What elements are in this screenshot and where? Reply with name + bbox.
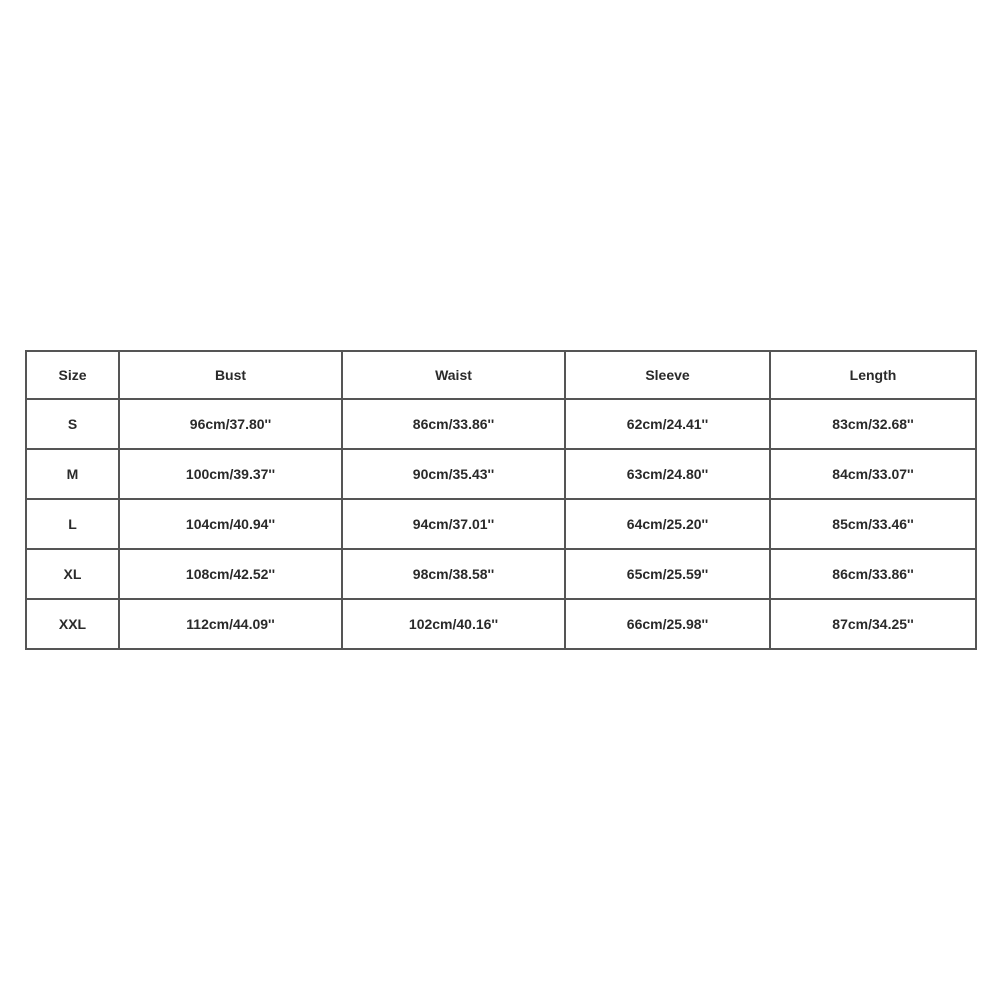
header-size: Size [26, 351, 119, 399]
cell-bust: 104cm/40.94'' [119, 499, 342, 549]
cell-size: XL [26, 549, 119, 599]
cell-waist: 90cm/35.43'' [342, 449, 565, 499]
cell-bust: 108cm/42.52'' [119, 549, 342, 599]
header-length: Length [770, 351, 976, 399]
cell-length: 86cm/33.86'' [770, 549, 976, 599]
header-row [26, 351, 976, 399]
header-sleeve: Sleeve [565, 351, 770, 399]
cell-length: 83cm/32.68'' [770, 399, 976, 449]
cell-waist: 94cm/37.01'' [342, 499, 565, 549]
cell-length: 87cm/34.25'' [770, 599, 976, 649]
cell-sleeve: 66cm/25.98'' [565, 599, 770, 649]
cell-waist: 86cm/33.86'' [342, 399, 565, 449]
cell-waist: 98cm/38.58'' [342, 549, 565, 599]
cell-size: S [26, 399, 119, 449]
table-row [26, 449, 976, 499]
cell-waist: 102cm/40.16'' [342, 599, 565, 649]
header-waist: Waist [342, 351, 565, 399]
table-row [26, 599, 976, 649]
cell-bust: 96cm/37.80'' [119, 399, 342, 449]
cell-sleeve: 62cm/24.41'' [565, 399, 770, 449]
cell-bust: 112cm/44.09'' [119, 599, 342, 649]
size-chart-table [25, 350, 977, 650]
cell-sleeve: 65cm/25.59'' [565, 549, 770, 599]
cell-length: 85cm/33.46'' [770, 499, 976, 549]
table-row [26, 399, 976, 449]
cell-sleeve: 63cm/24.80'' [565, 449, 770, 499]
cell-length: 84cm/33.07'' [770, 449, 976, 499]
cell-size: L [26, 499, 119, 549]
cell-sleeve: 64cm/25.20'' [565, 499, 770, 549]
cell-size: XXL [26, 599, 119, 649]
cell-size: M [26, 449, 119, 499]
cell-bust: 100cm/39.37'' [119, 449, 342, 499]
table-row [26, 499, 976, 549]
table-row [26, 549, 976, 599]
header-bust: Bust [119, 351, 342, 399]
